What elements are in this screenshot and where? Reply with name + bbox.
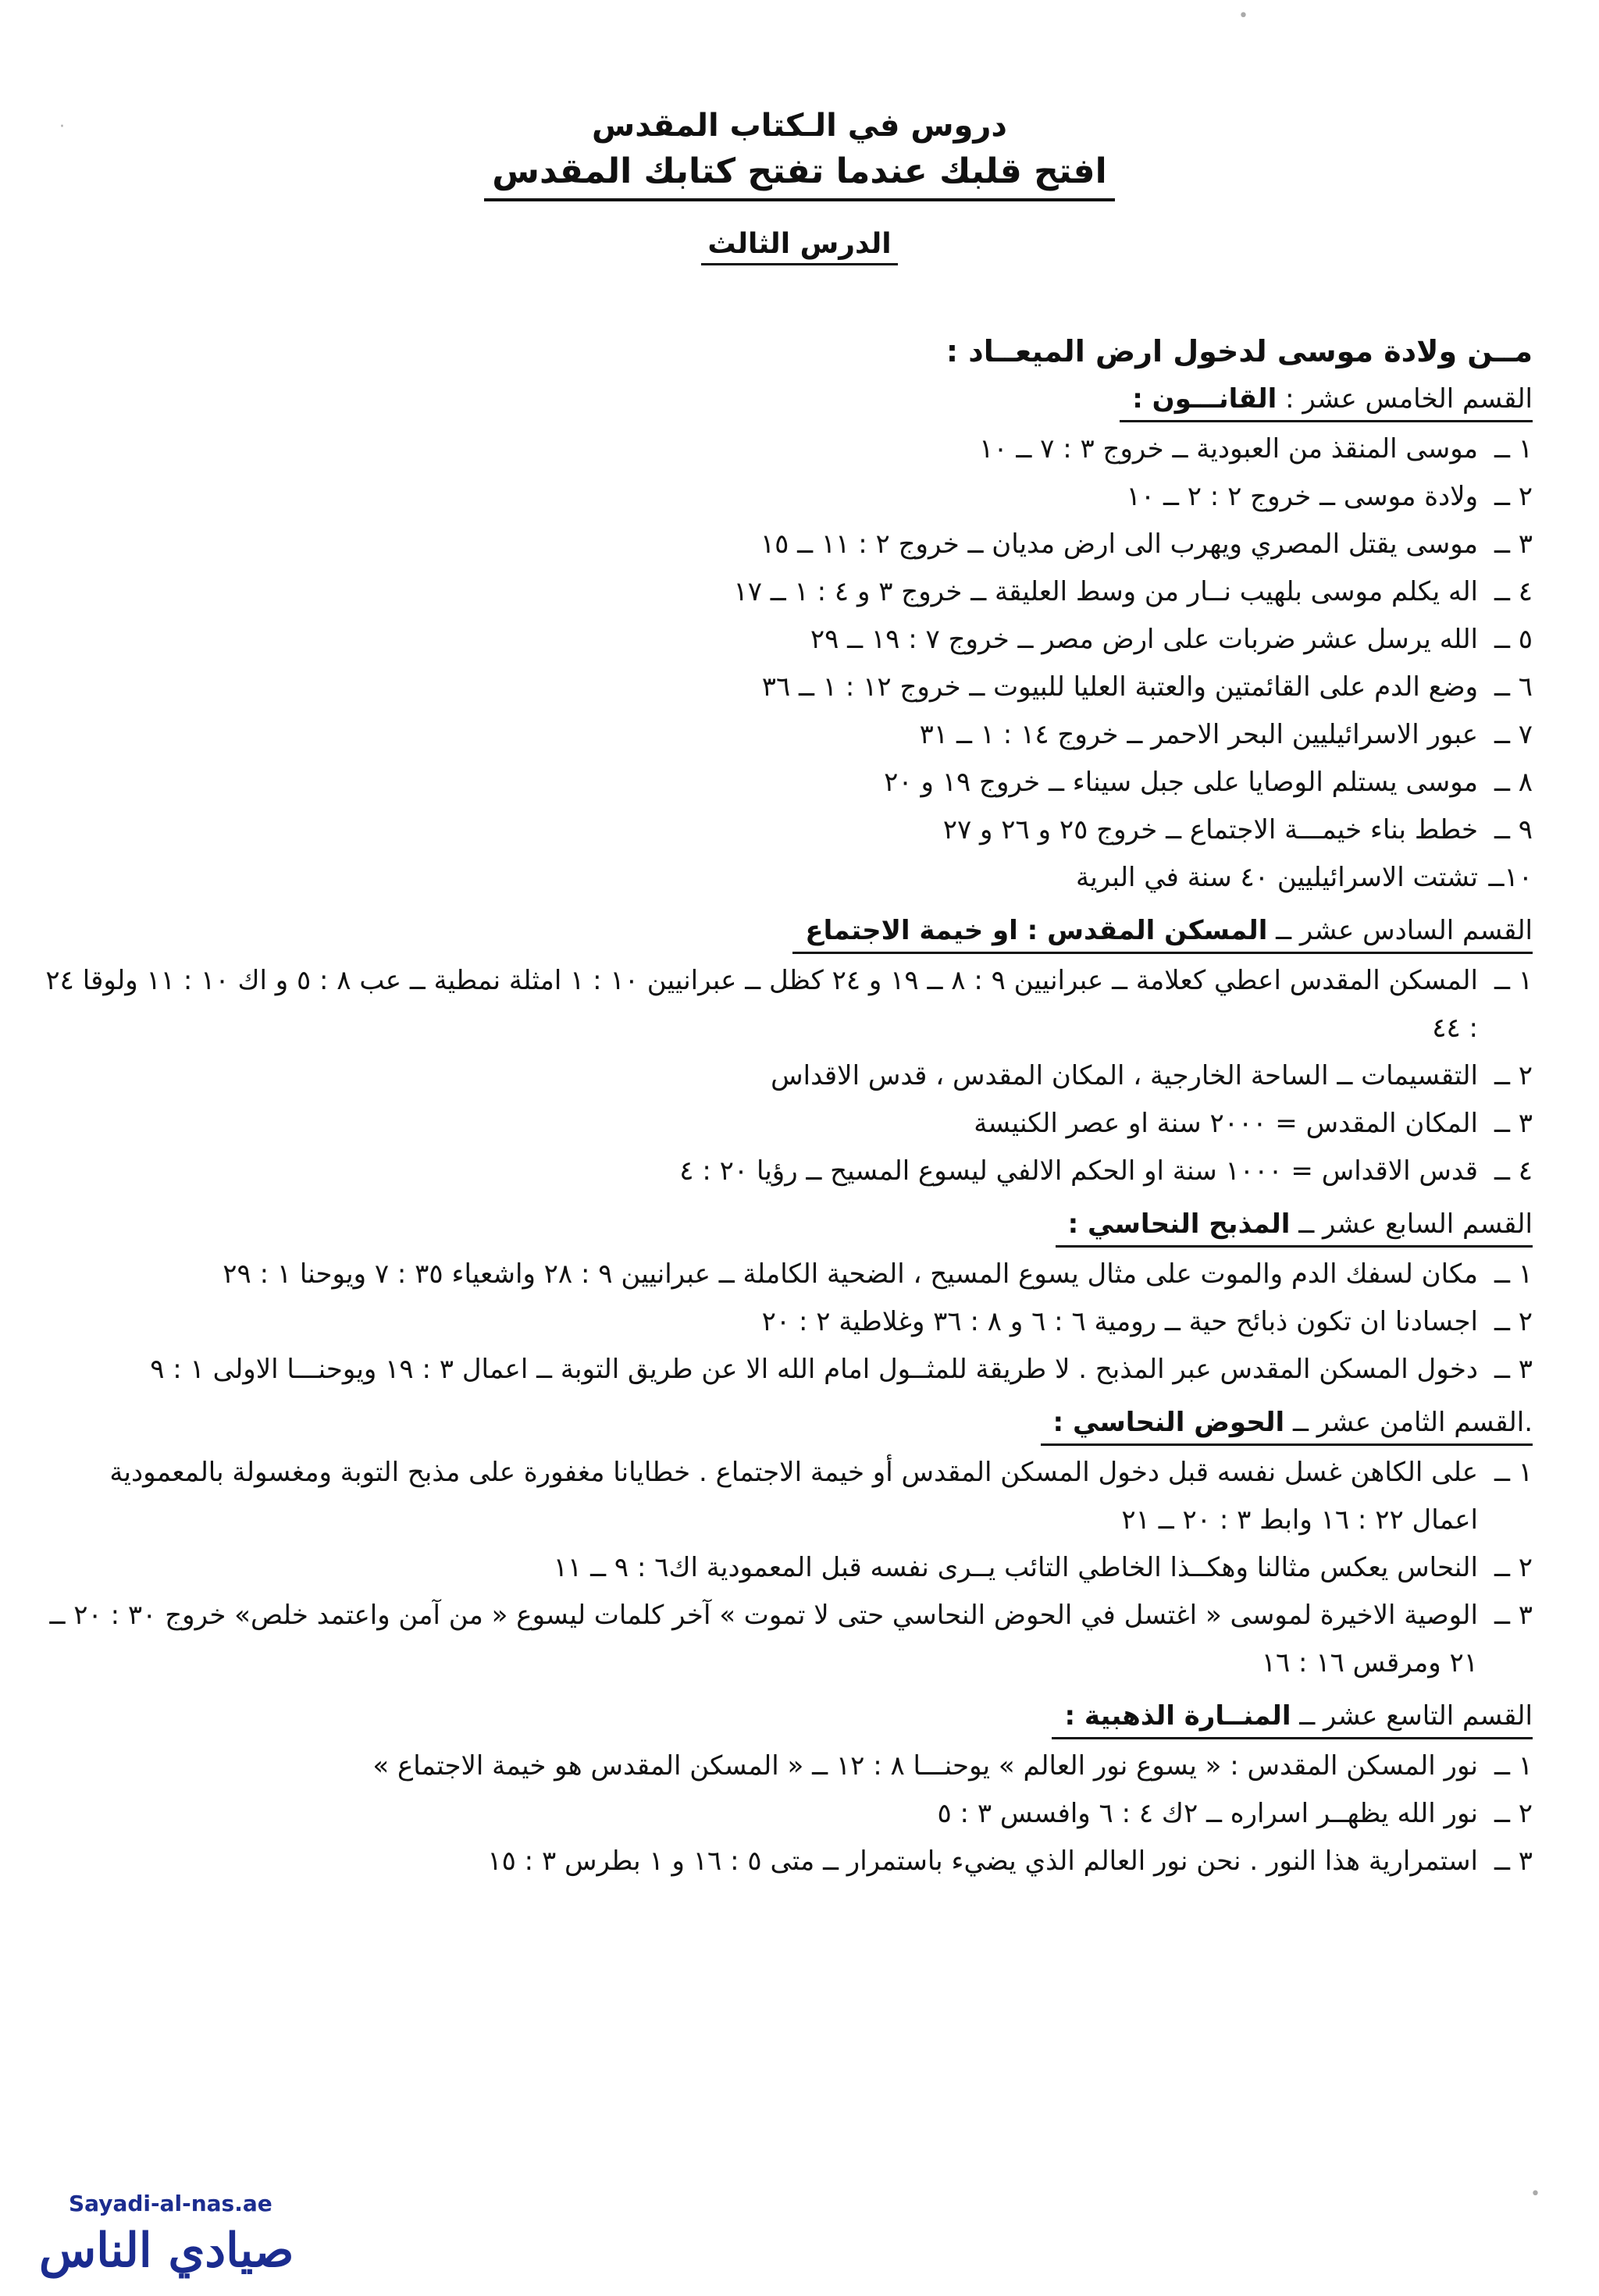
list-item [43,521,1533,568]
item-text: تشتت الاسرائيليين ٤٠ سنة في البرية [1075,862,1478,893]
section-16 [43,906,1533,1195]
item-text: موسى يستلم الوصايا على جبل سيناء ــ خروج ١٩ و ٢٠ [884,767,1478,798]
list-item [43,664,1533,711]
item-text: خطط بناء خيمـــة الاجتماع ــ خروج ٢٥ و ٢٦ و ٢٧ [942,814,1478,845]
item-text: وضع الدم على القائمتين والعتبة العليا للبيوت ــ خروج ١٢ : ١ ــ ٣٦ [761,671,1478,703]
list-item [43,1052,1533,1100]
item-text: المسكن المقدس اعطي كعلامة ــ عبرانيين ٩ : ٨ ــ ١٩ و ٢٤ كظل ــ عبرانيين ١٠ : ١ امثلة نمطية ــ عب ٨ : ٥ و اك ١٠ : ١١ ولوقا ٢٤ : ٤٤ [45,965,1478,1044]
section-name: المنــارة الذهبية : [1064,1700,1291,1732]
section-15 [43,375,1533,902]
section-label: .القسم الثامن عشر ــ [1292,1407,1533,1438]
site-logo: صيادي الناس [39,2223,294,2278]
list-item [43,1148,1533,1195]
lesson-title: الدرس الثالث [701,228,897,265]
list-item [43,473,1533,521]
item-text: استمرارية هذا النور . نحن نور العالم الذي يضيء باستمرار ــ متى ٥ : ١٦ و ١ بطرس ٣ : ١٥ [487,1846,1478,1877]
item-text: اله يكلم موسى بلهيب نــار من وسط العليقة ــ خروج ٣ و ٤ : ١ ــ ١٧ [733,576,1478,607]
item-number: ٣ ــ [1494,1600,1533,1631]
list-item [43,806,1533,854]
item-text: موسى يقتل المصري ويهرب الى ارض مديان ــ خروج ٢ : ١١ ــ ١٥ [760,529,1478,560]
item-text: التقسيمات ــ الساحة الخارجية ، المكان المقدس ، قدس الاقداس [771,1060,1478,1091]
item-number: ٨ ــ [1494,767,1533,798]
scan-speck: • [1238,6,1248,26]
section-list [43,425,1533,902]
section-list [43,1251,1533,1394]
item-text: الله يرسل عشر ضربات على ارض مصر ــ خروج ٧ : ١٩ ــ ٢٩ [810,624,1478,655]
section-label: القسم السابع عشر ــ [1298,1209,1533,1240]
list-item [43,1790,1533,1838]
item-number: ٤ ــ [1494,576,1533,607]
item-number: ٦ ــ [1494,671,1533,703]
section-list [43,1742,1533,1885]
section-name: المذبح النحاسي : [1067,1209,1291,1240]
item-text: المكان المقدس = ٢٠٠٠ سنة او عصر الكنيسة [974,1108,1478,1139]
section-heading [1056,1203,1533,1248]
list-item [43,854,1533,902]
item-number: ٣ ــ [1494,1354,1533,1385]
list-item [43,425,1533,473]
list-item [43,1251,1533,1298]
section-label: القسم الخامس عشر : [1285,383,1533,415]
item-number: ١ ــ [1494,1258,1533,1290]
item-text: عبور الاسرائيليين البحر الاحمر ــ خروج ١٤ : ١ ــ ٣١ [919,719,1478,750]
list-item [43,1100,1533,1148]
item-text: مكان لسفك الدم والموت على مثال يسوع المسيح ، الضحية الكاملة ــ عبرانيين ٩ : ٢٨ واشعياء ٣٥ : ٧ ويوحنا ١ : ٢٩ [223,1258,1478,1290]
list-item [43,1449,1533,1544]
series-subtitle: افتح قلبك عندما تفتح كتابك المقدس [484,148,1114,201]
item-number: ١٠ــ [1488,862,1533,893]
list-item [43,568,1533,616]
series-title: دروس في الـكتاب المقدس [592,108,1007,144]
list-item [43,759,1533,806]
item-number: ٥ ــ [1494,624,1533,655]
list-item [43,1592,1533,1687]
section-heading [792,910,1533,954]
scan-speck: · [59,117,65,137]
section-18 [43,1398,1533,1687]
list-item [43,616,1533,664]
item-number: ١ ــ [1494,1750,1533,1782]
item-number: ٣ ــ [1494,529,1533,560]
item-text: ولادة موسى ــ خروج ٢ : ٢ ــ ١٠ [1126,481,1478,512]
item-number: ١ ــ [1494,433,1533,465]
item-number: ٢ ــ [1494,1552,1533,1583]
section-heading [1041,1401,1533,1446]
document-header [0,103,1599,265]
section-label: القسم التاسع عشر ــ [1299,1700,1533,1732]
item-text: الوصية الاخيرة لموسى « اغتسل في الحوض النحاسي حتى لا تموت » آخر كلمات ليسوع « من آمن واعتمد خلص» خروج ٣٠ : ٢٠ ــ ٢١ ومرقس ١٦ : ١٦ [49,1600,1478,1678]
main-topic: مــن ولادة موسى لدخول ارض الميعــاد : [946,334,1533,368]
list-item [43,1544,1533,1592]
section-19 [43,1692,1533,1885]
item-number: ٩ ــ [1494,814,1533,845]
website-url: Sayadi-al-nas.ae [69,2191,272,2216]
item-text: نور الله يظهــر اسراره ــ ٢ك ٤ : ٦ وافسس ٣ : ٥ [937,1798,1478,1829]
item-text: موسى المنقذ من العبودية ــ خروج ٣ : ٧ ــ ١٠ [979,433,1478,465]
item-number: ٢ ــ [1494,1060,1533,1091]
list-item [43,957,1533,1052]
section-heading [1120,378,1533,422]
item-number: ٤ ــ [1494,1155,1533,1187]
item-number: ١ ــ [1494,1457,1533,1488]
list-item [43,711,1533,759]
section-name: الحوض النحاسي : [1052,1407,1285,1438]
item-text: دخول المسكن المقدس عبر المذبح . لا طريقة للمثــول امام الله الا عن طريق التوبة ــ اعمال ٣ : ١٩ ويوحنـــا الاولى ١ : ٩ [150,1354,1478,1385]
item-text: على الكاهن غسل نفسه قبل دخول المسكن المقدس أو خيمة الاجتماع . خطايانا مغفورة على مذبح التوبة ومغسولة بالمعمودية اعمال ٢٢ : ١٦ وابط ٣ : ٢٠ ــ ٢١ [109,1457,1478,1536]
section-list [43,957,1533,1195]
item-number: ٢ ــ [1494,1798,1533,1829]
item-text: اجسادنا ان تكون ذبائح حية ــ رومية ٦ : ٦ و ٨ : ٣٦ وغلاطية ٢ : ٢٠ [761,1306,1478,1337]
section-label: القسم السادس عشر ــ [1276,915,1533,946]
section-name: القانـــون : [1132,383,1277,415]
list-item [43,1742,1533,1790]
section-17 [43,1200,1533,1394]
scan-speck: • [1530,2184,1540,2204]
section-list [43,1449,1533,1687]
item-text: قدس الاقداس = ١٠٠٠ سنة او الحكم الالفي ليسوع المسيح ــ رؤيا ٢٠ : ٤ [679,1155,1478,1187]
section-name: المسكن المقدس : او خيمة الاجتماع [805,915,1268,946]
item-number: ١ ــ [1494,965,1533,996]
item-number: ٢ ــ [1494,1306,1533,1337]
item-number: ٢ ــ [1494,481,1533,512]
lesson-content [43,328,1533,1890]
section-heading [1052,1695,1533,1739]
list-item [43,1838,1533,1885]
item-number: ٣ ــ [1494,1846,1533,1877]
item-number: ٧ ــ [1494,719,1533,750]
list-item [43,1298,1533,1346]
list-item [43,1346,1533,1394]
item-number: ٣ ــ [1494,1108,1533,1139]
item-text: النحاس يعكس مثالنا وهكــذا الخاطي التائب يــرى نفسه قبل المعمودية اك٦ : ٩ ــ ١١ [553,1552,1478,1583]
item-text: نور المسكن المقدس : « يسوع نور العالم » يوحنـــا ٨ : ١٢ ــ « المسكن المقدس هو خيمة الاجتماع » [372,1750,1478,1782]
